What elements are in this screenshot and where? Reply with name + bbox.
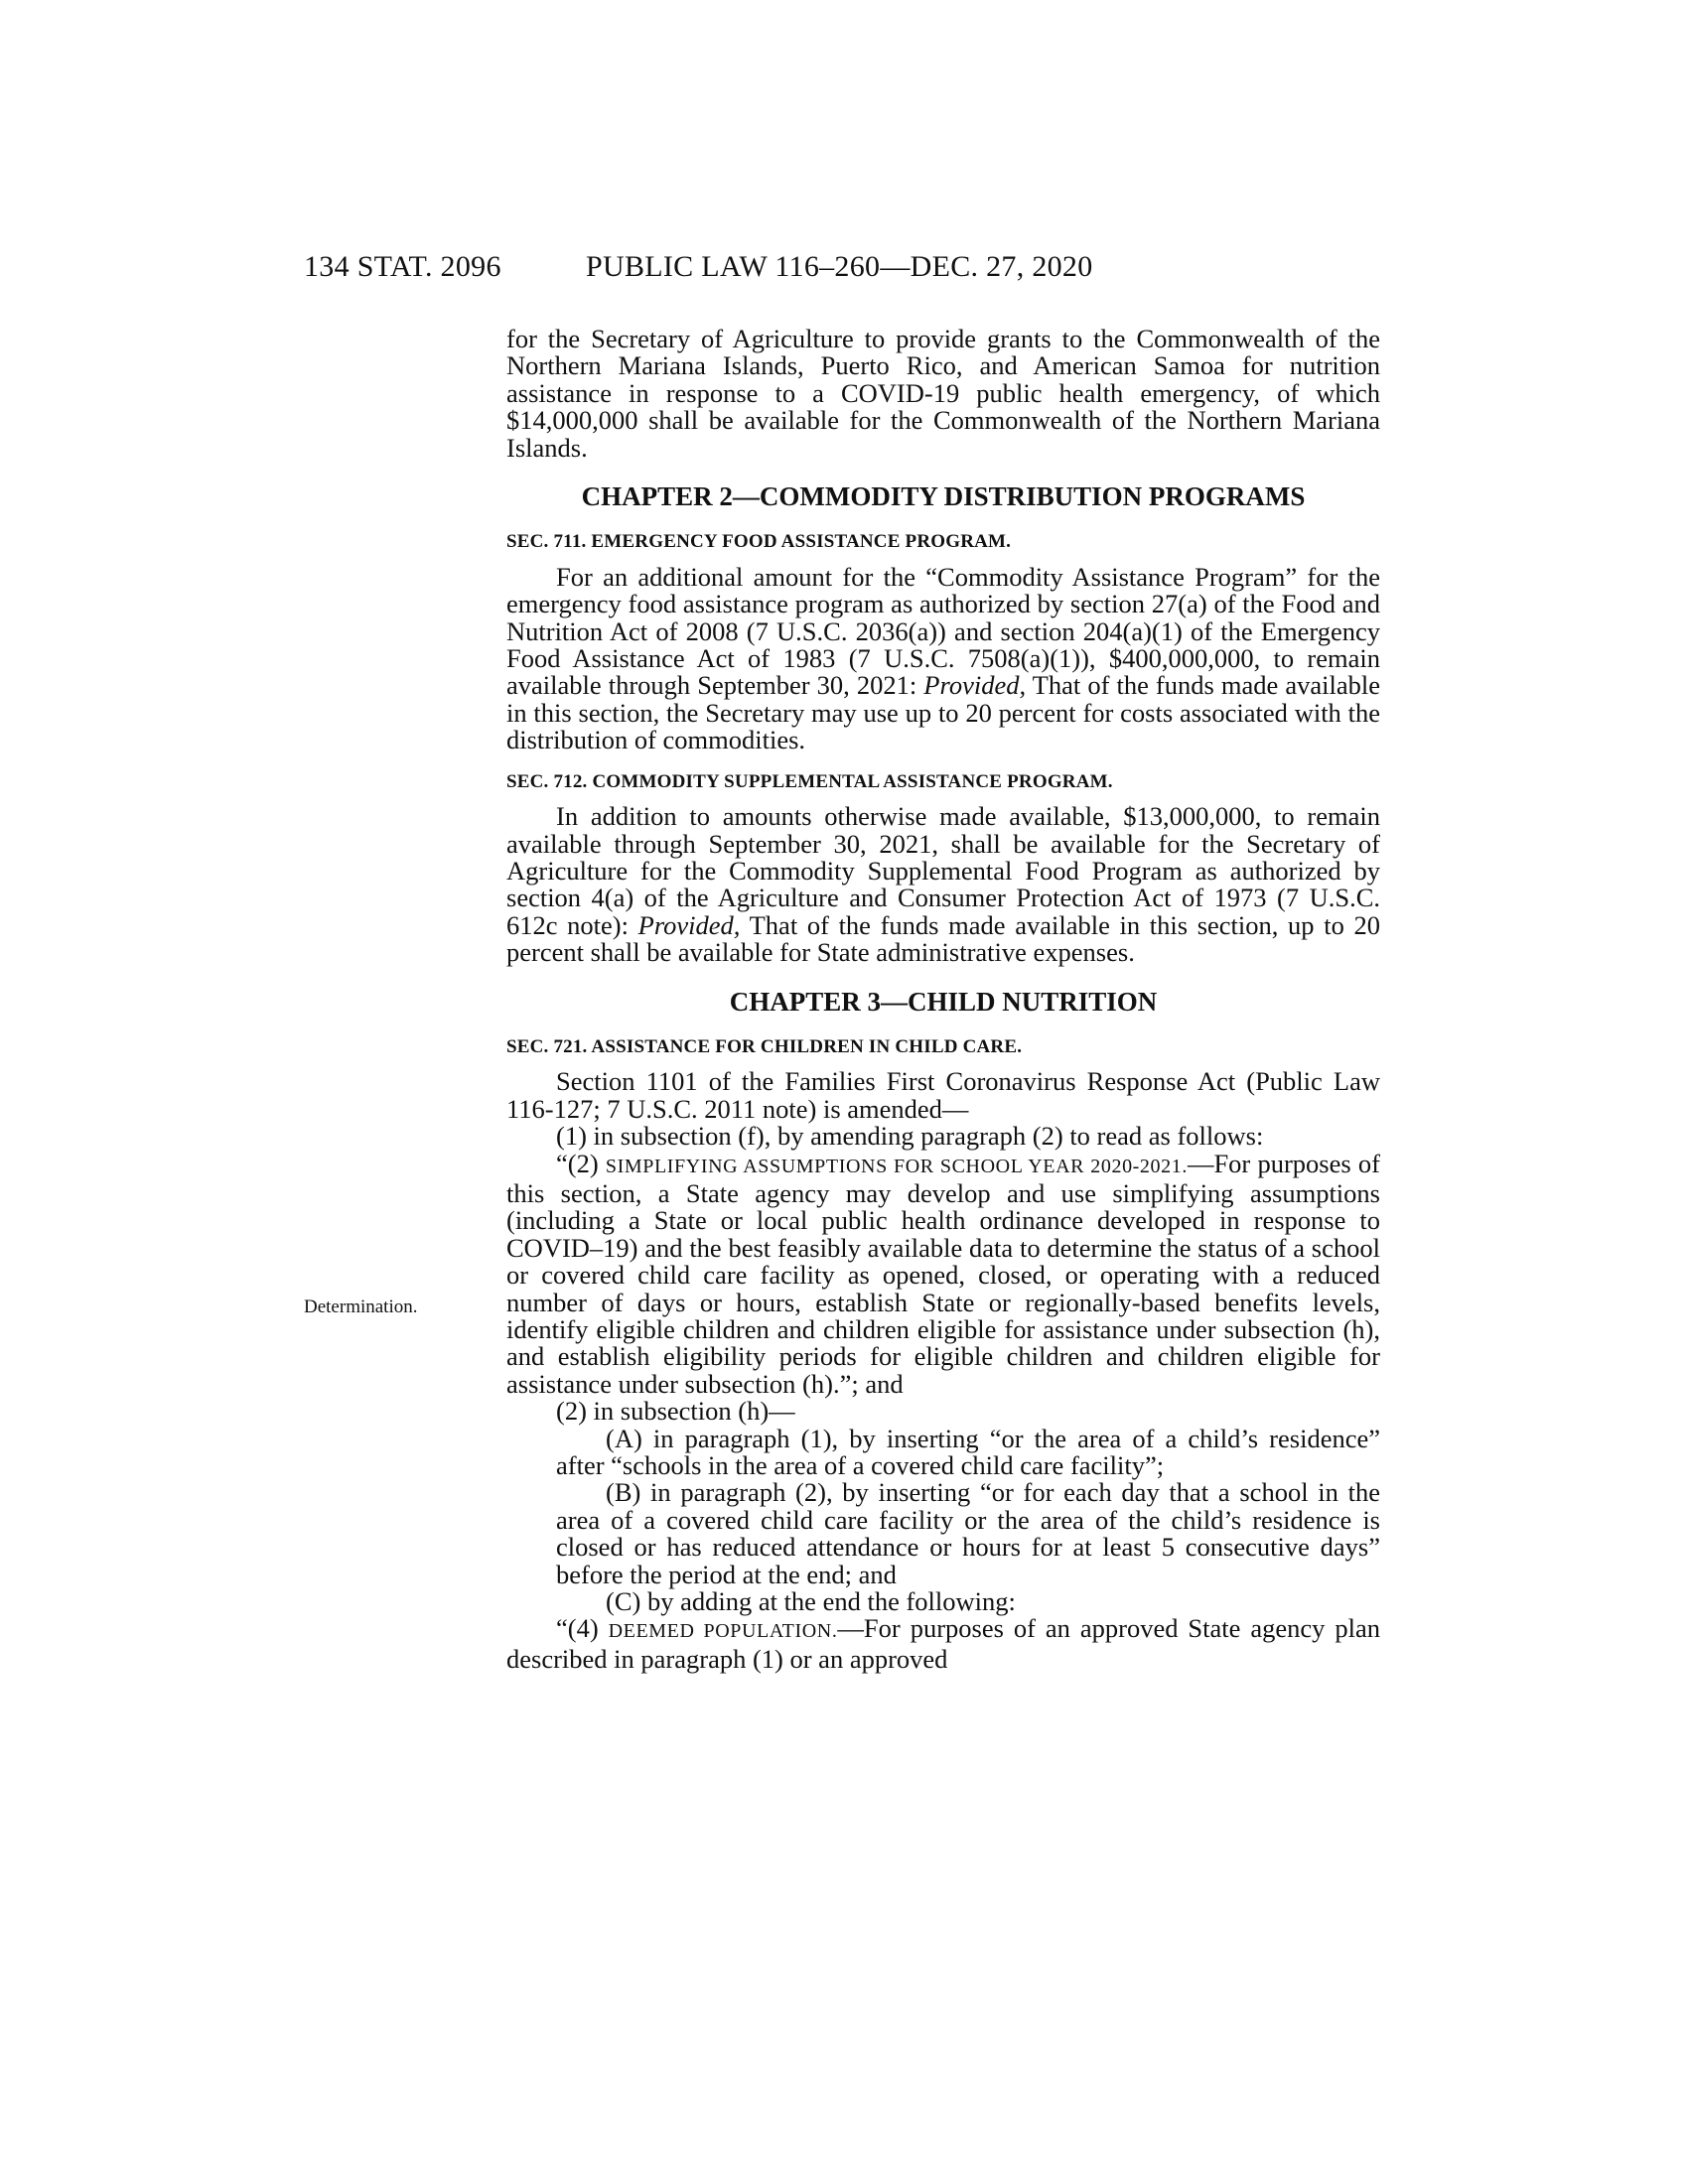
intro-paragraph: for the Secretary of Agriculture to provide grants to the Commonwealth of the Northern Mariana Islands, Puerto Rico, and American Samoa for nutrition assistance in response to a COVID-19 public health emergency, of which $14,000,000 shall be available for the Commonwealth of the Northern Mariana Islands. — [506, 324, 1380, 463]
sec-721-item-a: (A) in paragraph (1), by inserting “or the area of a child’s residence” after “schools in the area of a covered child care facility”; — [556, 1423, 1380, 1481]
sec-721-heading: SEC. 721. ASSISTANCE FOR CHILDREN IN CHILD CARE. — [506, 1035, 1023, 1057]
sec-711-text-b: That of the funds made available in this section, the Secretary may use up to 20 percent for costs associated with the distribution of commodities. — [506, 670, 1380, 755]
document-body — [506, 326, 1380, 1673]
chapter-3-heading: CHAPTER 3—CHILD NUTRITION — [729, 986, 1158, 1017]
sec-711-provided: Provided, — [923, 670, 1027, 701]
sec-721-quoted-paragraph-4 — [506, 1615, 1380, 1673]
sec-712-paragraph — [506, 803, 1380, 966]
page-stat-reference: 134 STAT. 2096 — [304, 250, 501, 283]
quote-4-open: “(4) — [556, 1613, 609, 1644]
sec-721-quoted-paragraph-2 — [506, 1148, 1380, 1399]
quote-4-caption: DEEMED POPULATION. — [608, 1620, 838, 1643]
sec-712-text-a: In addition to amounts otherwise made available, $13,000,000, to remain available through September 30, 2021, shall be available for the Secretary of Agriculture for the Commodity Supplemental Food Program as authorized by section 4(a) of the Agriculture and Consumer Protection Act of 1973 (7 U.S.C. 612c note): — [506, 801, 1380, 940]
chapter-2-heading: CHAPTER 2—COMMODITY DISTRIBUTION PROGRAMS — [581, 481, 1306, 512]
sec-721-item-1: (1) in subsection (f), by amending paragraph (2) to read as follows: — [556, 1121, 1264, 1152]
sec-721-intro: Section 1101 of the Families First Coronavirus Response Act (Public Law 116-127; 7 U.S.C. 2011 note) is amended— — [506, 1066, 1380, 1124]
sec-711-text-a: For an additional amount for the “Commodity Assistance Program” for the emergency food assistance program as authorized by section 27(a) of the Food and Nutrition Act of 2008 (7 U.S.C. 2036(a)) and section 204(a)(1) of the Emergency Food Assistance Act of 1983 (7 U.S.C. 7508(a)(1)), $400,000,000, to remain available through September 30, 2021: — [506, 561, 1380, 701]
quote-2-caption: SIMPLIFYING ASSUMPTIONS FOR SCHOOL YEAR 2020-2021. — [605, 1155, 1188, 1177]
running-header-title: PUBLIC LAW 116–260—DEC. 27, 2020 — [586, 250, 1093, 283]
quote-2-text: —For purposes of this section, a State agency may develop and use simplifying assumptions (including a State or local public health ordinance developed in response to COVID–19) and the best feasibly available data to determine the status of a school or covered child care facility as opened, closed, or operating with a reduced number of days or hours, establish State or regionally-based benefits levels, identify eligible children and children eligible for assistance under subsection (h), and establish eligibility periods for eligible children and children eligible for assistance under subsection (h).”; and — [506, 1148, 1380, 1399]
sec-712-provided: Provided, — [637, 909, 741, 940]
sec-712-heading: SEC. 712. COMMODITY SUPPLEMENTAL ASSISTANCE PROGRAM. — [506, 770, 1113, 792]
sec-711-paragraph — [506, 561, 1380, 755]
sec-721-item-c: (C) by adding at the end the following: — [606, 1586, 1016, 1617]
sec-711-heading: SEC. 711. EMERGENCY FOOD ASSISTANCE PROGRAM. — [506, 531, 1012, 553]
quote-2-open: “(2) — [556, 1148, 606, 1178]
margin-note-determination: Determination. — [304, 1297, 418, 1317]
sec-721-item-b: (B) in paragraph (2), by inserting “or for each day that a school in the area of a covered child care facility or the area of the child’s residence is closed or has reduced attendance or hours for at least 5 consecutive days” before the period at the end; and — [556, 1477, 1380, 1589]
sec-712-text-b: That of the funds made available in this section, up to 20 percent shall be available for State administrative expenses. — [506, 909, 1380, 968]
sec-721-item-2: (2) in subsection (h)— — [556, 1396, 795, 1427]
quote-4-text: —For purposes of an approved State agency plan described in paragraph (1) or an approved — [506, 1613, 1380, 1674]
